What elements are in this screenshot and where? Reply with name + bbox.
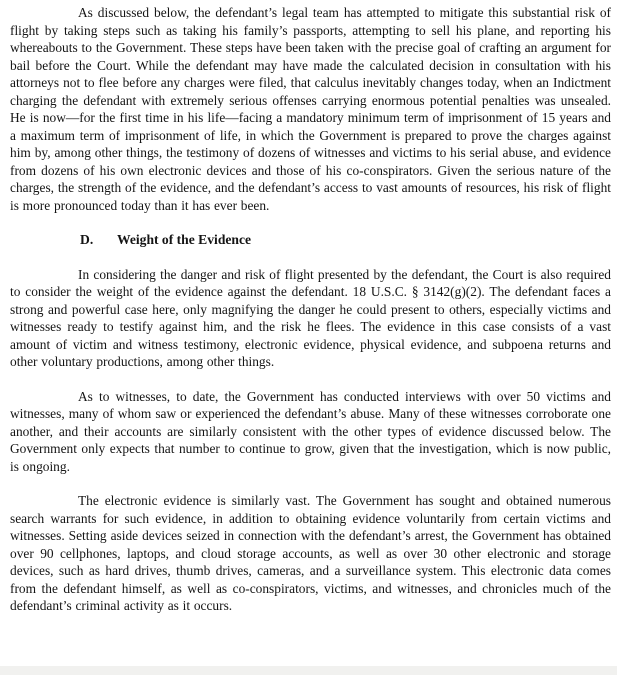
section-heading — [10, 231, 611, 249]
paragraph-weight-of-evidence: In considering the danger and risk of flight presented by the defendant, the Court is also required to consider the weight of the evidence against the defendant. 18 U.S.C. § 3142(g)(2). The defendant faces a strong and powerful case here, only magnifying the danger he could present to others, especially victims and witnesses ready to testify against him, and the risk he flees. The evidence in this case consists of a vast amount of victim and witness testimony, electronic evidence, physical evidence, and subpoena returns and other voluntary productions, among other things. — [10, 266, 611, 369]
section-heading-title: Weight of the Evidence — [117, 232, 252, 247]
section-heading-number: D. — [80, 232, 94, 247]
page-bottom-edge — [0, 666, 617, 675]
paragraph-flight-risk-mitigation: As discussed below, the defendant’s legal team has attempted to mitigate this substantial risk of flight by taking steps such as taking his family’s passports, attempting to sell his plane, and reporting his whereabouts to the Government. These steps have been taken with the precise goal of crafting an argument for bail before the Court. While the defendant may have made the calculated decision in consultation with his attorneys not to flee before any charges were filed, that calculus inevitably changes today, when an Indictment charging the defendant with extremely serious offenses carrying enormous potential penalties was unsealed. He is now—for the first time in his life—facing a mandatory minimum term of imprisonment of 15 years and a maximum term of imprisonment of life, in which the Government is prepared to prove the charges against him by, among other things, the testimony of dozens of witnesses and victims to his serial abuse, and evidence from dozens of his own electronic devices and those of his co-conspirators. Given the serious nature of the charges, the strength of the evidence, and the defendant’s access to vast amounts of resources, his risk of flight is more pronounced today than it has ever been. — [10, 5, 611, 213]
paragraph-witness-interviews: As to witnesses, to date, the Government has conducted interviews with over 50 victims and witnesses, many of whom saw or experienced the defendant’s abuse. Many of these witnesses corroborate one another, and their accounts are similarly consistent with the other types of evidence discussed below. The Government only expects that number to continue to grow, given that the investigation, which is now public, is ongoing. — [10, 388, 611, 474]
paragraph-electronic-evidence: The electronic evidence is similarly vast. The Government has sought and obtained numerous search warrants for such evidence, in addition to obtaining evidence voluntarily from certain victims and witnesses. Setting aside devices seized in connection with the defendant’s arrest, the Government has obtained over 90 cellphones, laptops, and cloud storage accounts, as well as over 30 other electronic and storage devices, such as hard drives, thumb drives, cameras, and a surveillance system. This electronic data comes from the defendant himself, as well as co-conspirators, victims, and witnesses, and chronicles much of the defendant’s criminal activity as it occurs. — [10, 493, 611, 613]
